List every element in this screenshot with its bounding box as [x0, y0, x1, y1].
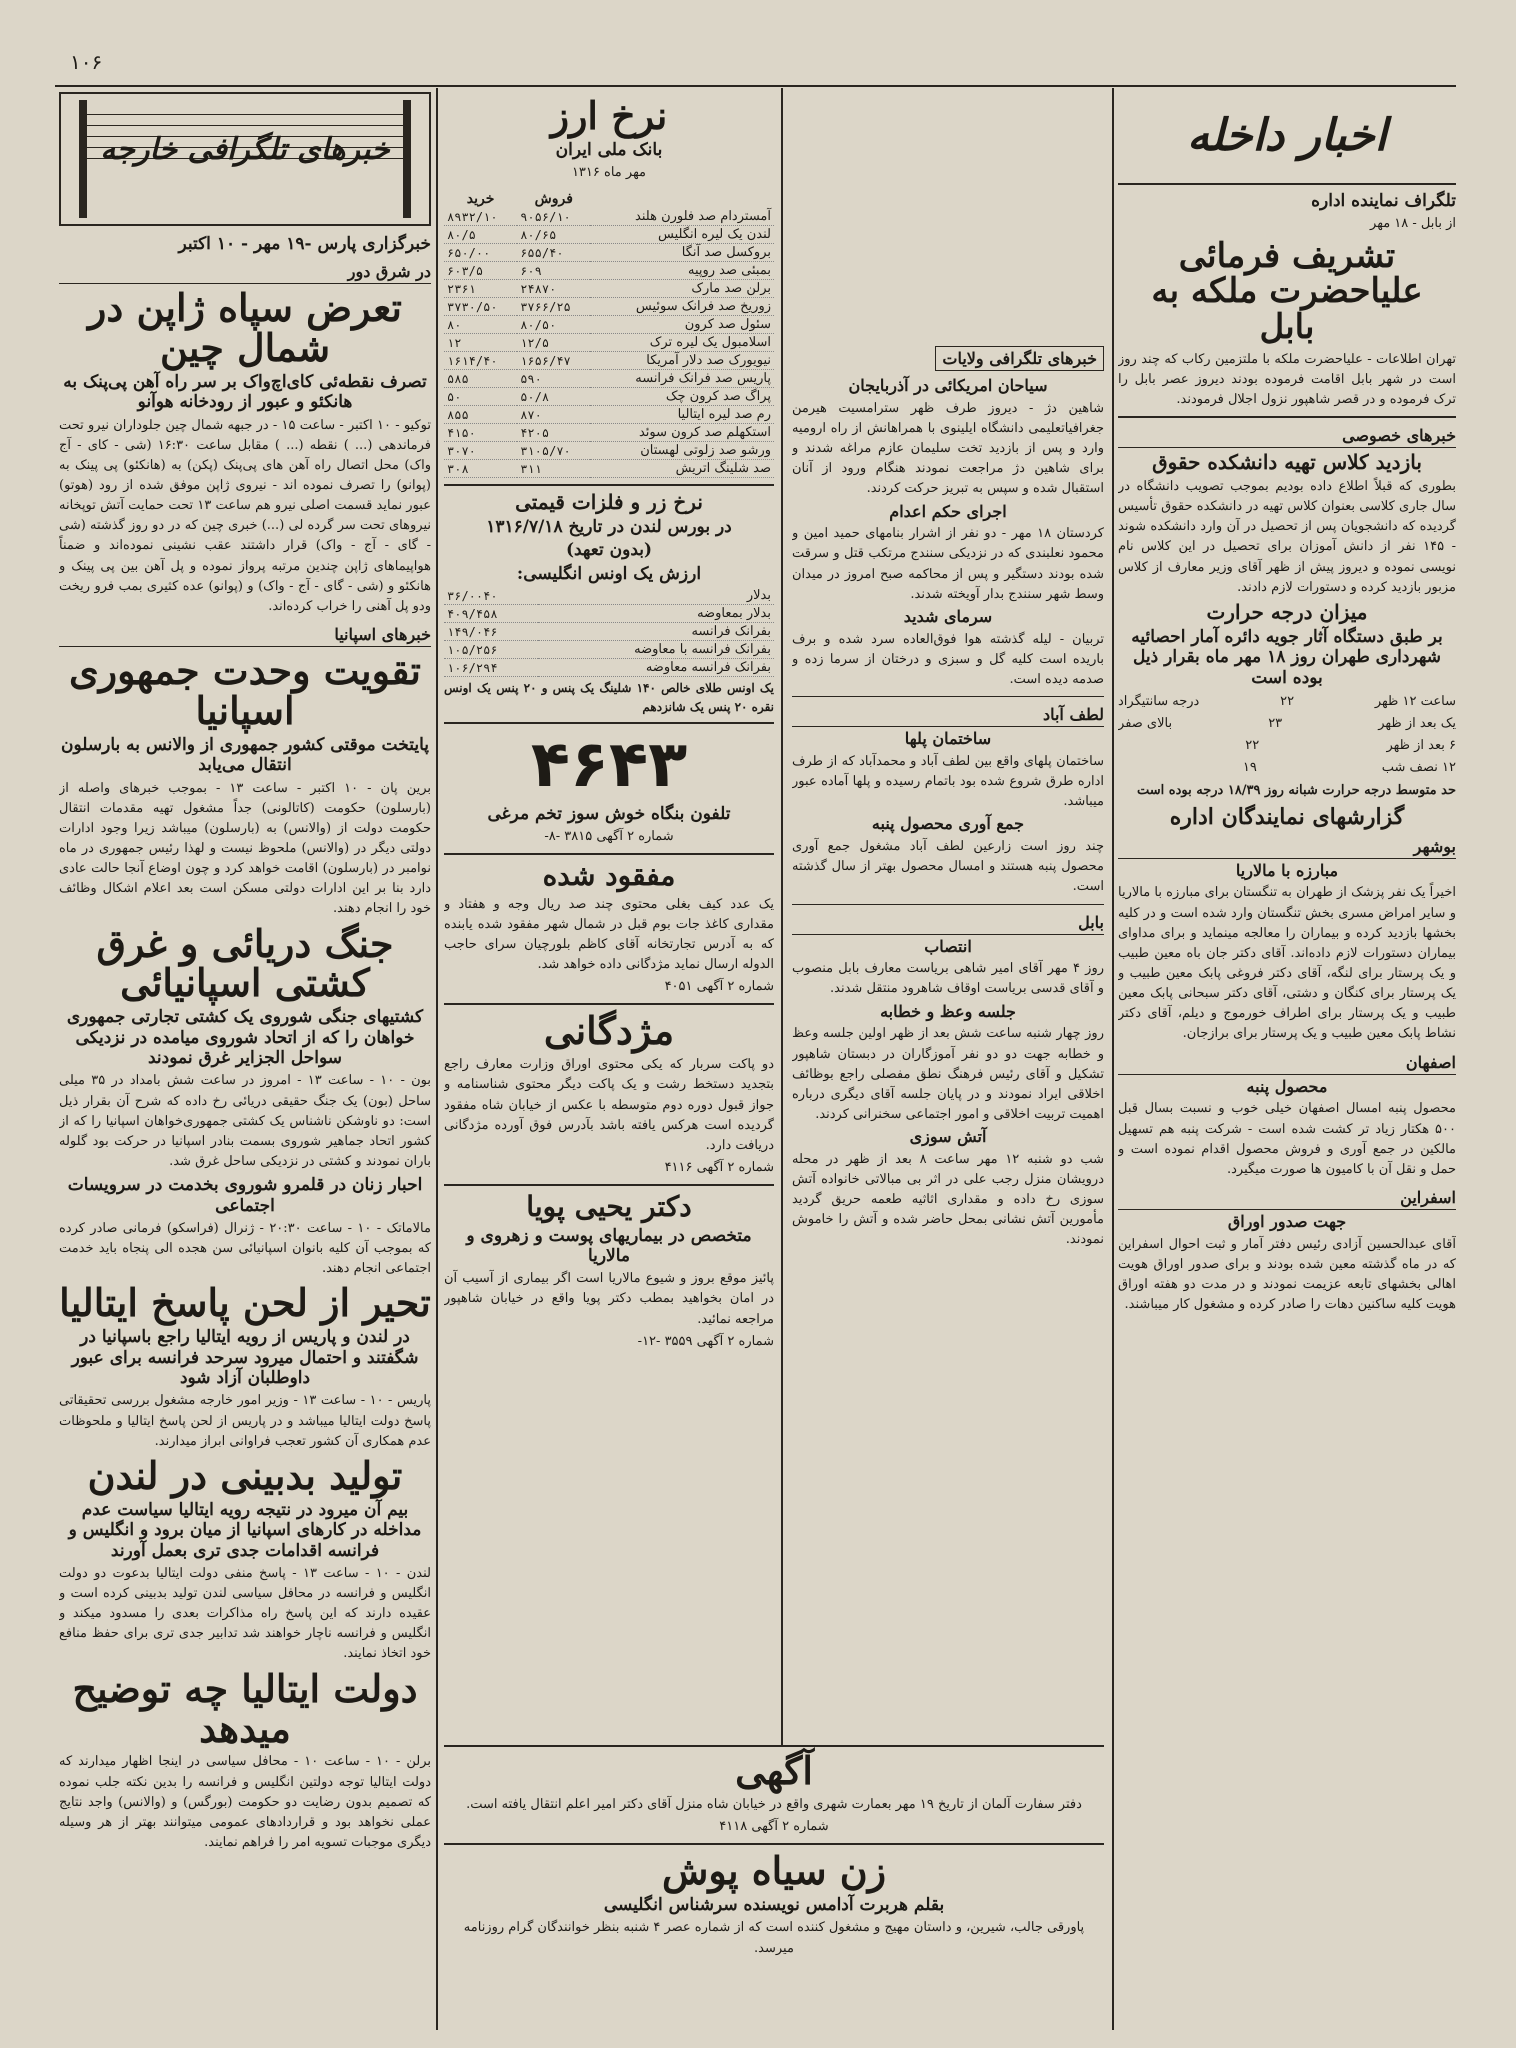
headline: جنگ دریائی و غرق کشتی اسپانیائی [96, 920, 394, 1006]
page-number: ۱۰۶ [70, 50, 103, 74]
headline: ساختمان پلها [904, 729, 992, 749]
subheadline: کشتیهای جنگی شوروی یک کشتی تجارتی جمهوری خواهان را که از اتحاد شوروی میامده در نزدیکی سواحل الجزایر غرق نمودند [66, 1007, 424, 1069]
phone-number: ۴۶۴۳ [530, 728, 688, 803]
ad-reference: شماره ۲ آگهی ۴۱۱۶ [664, 1159, 774, 1175]
section-label: لطف آباد [792, 703, 1104, 727]
notice-title: آگهی [735, 1748, 813, 1793]
gold-subtitle-2: (بدون تعهد) [565, 540, 653, 561]
section-label: اصفهان [1118, 1051, 1456, 1075]
ad-reference: شماره ۲ آگهی ۴۰۵۱ [664, 979, 774, 995]
headline: مبارزه با مالاریا [1235, 860, 1339, 880]
table-cell: لندن یک لیره انگلیس [590, 226, 774, 244]
headline: سرمای شدید [903, 606, 993, 626]
article-body: مالاماتک - ۱۰ - ساعت ۲۰:۳۰ - ژنرال (فراسکو) فرمانی صادر کرده که بموجب آن کلیه بانوان اسپانیائی سن هجده الی پنجاه باید خدمت اجتماعی انجام دهند. [59, 1220, 431, 1277]
article-body: کردستان ۱۸ مهر - دو نفر از اشرار بنامهای حمید امین و محمود نعلبندی که در نزدیکی سنندج مرتکب قتل و سرقت شده بودند دستگیر و پس از محاکمه صبح امروز در میدان وسط شهر سنندج بدار آویخته شدند. [792, 526, 1104, 602]
headline: میزان درجه حرارت [1206, 599, 1368, 624]
gold-unit: ارزش یک اونس انگلیسی: [516, 563, 702, 584]
table-cell: بفرانک فرانسه معاوضه [538, 659, 774, 677]
subheadline: بر طبق دستگاه آثار جویه دائره آمار احصائیه شهرداری طهران روز ۱۸ مهر ماه بقرار ذیل بوده است [1131, 626, 1443, 688]
lost-title: مفقود شده [542, 859, 676, 893]
headline: جهت صدور اوراق [1227, 1211, 1347, 1231]
headline: دولت ایتالیا چه توضیح میدهد [72, 1665, 418, 1751]
table-cell: پراگ صد کرون چک [590, 388, 774, 406]
subheadline: احبار زنان در قلمرو شوروی بخدمت در سرویسات اجتماعی [67, 1175, 423, 1216]
dateline: از بابل - ۱۸ مهر [1370, 216, 1456, 232]
table-cell: صد شلینگ اتریش [590, 460, 774, 478]
gold-table [444, 587, 774, 677]
article-body: محصول پنبه امسال اصفهان خیلی خوب و نسبت بسال قبل ۵۰۰ هکتار زیاد تر کشت شده است - شرکت پنبه هم تسهیل مالکین در جمع آوری و فروش محصول اقدام نموده است و حمل و نقل آن با کامیون ها صورت میگیرد. [1118, 1101, 1456, 1177]
table-cell: ۳۷۳۰/۵۰ [444, 298, 517, 316]
table-row [444, 406, 774, 424]
fx-title: نرخ ارز [550, 93, 668, 138]
article-body: بطوری که قبلاً اطلاع داده بودیم بموجب تصویب دانشگاه در سال جاری کلاسی بعنوان کلاس تهیه در دانشکده حقوق تأسیس گردیده که دانشجویان پس از تحصیل در آن وارد دانشکده شوند - ۱۴۵ نفر از دانش آموزان برای تحصیل در این کلاس نام نویسی نموده و دیروز پیش از ظهر آقای وزیر معارف از کلاس مزبور بازدید کرده و دستورات لازم دادند. [1118, 479, 1456, 595]
table-cell: ۳۰۷۰ [444, 442, 517, 460]
article-body: تهران اطلاعات - علیاحضرت ملکه با ملتزمین رکاب که چند روز است در شهر بابل اقامت فرموده بودند دیروز عصر بابل را ترک فرموده و در قصر شاهپور نزول اجلال فرمودند. [1118, 351, 1456, 407]
article-body: شاهین دژ - دیروز طرف ظهر سترامسیت هیرمن جغرافیاتعلیمی دانشگاه ایلینوی با همراهانش از راه ارومیه وارد و پس از بازدید تخت سلیمان عازم مراغه شدند و برای شاهین دژ مراجعت نمودند هنگام ورود از آنان استقبال شده و سپس به تبریز حرکت کردند. [792, 400, 1104, 497]
table-row [444, 208, 774, 226]
headline: آتش سوزی [909, 1127, 987, 1147]
fx-bank: بانک ملی ایران [555, 139, 663, 160]
ad-reference: شماره ۲ آگهی ۴۱۱۸ [719, 1819, 829, 1835]
serial-author: بقلم هربرت آدامس نویسنده سرشناس انگلیسی [603, 1895, 945, 1916]
table-cell: بدلار [538, 587, 774, 605]
table-cell: ۸۰ [444, 316, 517, 334]
phone-ad: تلفون بنگاه خوش سوز تخم مرغی [487, 803, 731, 824]
table-row [444, 388, 774, 406]
table-cell: زوریخ صد فرانک سوئیس [590, 298, 774, 316]
subheadline: بیم آن میرود در نتیجه رویه ایتالیا سیاست عدم مداخله در کارهای اسپانیا از میان برود و انگلیس و فرانسه اقدامات جدی تری بعمل آورند [68, 1499, 422, 1561]
table-cell: ۱۰۵/۲۵۶ [444, 641, 538, 659]
table-cell: ۱۶۵۶/۴۷ [517, 352, 590, 370]
table-cell: ورشو صد زلوتی لهستان [590, 442, 774, 460]
headline: تعرض سپاه ژاپن در شمال چین [88, 285, 402, 370]
temperature-table [1118, 691, 1456, 779]
table-cell: ۸۰/۵۰ [517, 316, 590, 334]
table-row [444, 623, 774, 641]
foreign-masthead-title: خبرهای تلگرافی خارجه [100, 132, 390, 167]
article-body: روز ۴ مهر آقای امیر شاهی بریاست معارف بابل منصوب و آقای قدسی بریاست اوقاف شاهرود منتقل شدند. [792, 961, 1104, 997]
top-rule [55, 85, 1456, 87]
table-row [444, 280, 774, 298]
section-label: بوشهر [1118, 835, 1456, 859]
telegraph-label: تلگراف نماینده اداره [1311, 191, 1456, 211]
article-body: چند روز است زارعین لطف آباد مشغول جمع آوری محصول پنبه هستند و امسال محصول بهتر از سال گذشته است. [792, 839, 1104, 895]
gold-subtitle: در بورس لندن در تاریخ ۱۳۱۶/۷/۱۸ [486, 517, 732, 537]
article-body: لندن - ۱۰ - ساعت ۱۳ - پاسخ منفی دولت ایتالیا بدعوت دو دولت انگلیس و فرانسه در محافل سیاسی لندن تولید بدبینی کرده است و عقیده دارند که این پاسخ راه مذاکرات بعدی را مسدود میکند و انگلیس و فرانسه ناچار خواهند شد تدابیر جدی تری برای حفظ منافع خود اتخاذ نمایند. [59, 1565, 431, 1662]
table-cell: ۸۰/۶۵ [517, 226, 590, 244]
table-cell: ۸۵۵ [444, 406, 517, 424]
table-row [444, 442, 774, 460]
table-row [444, 370, 774, 388]
table-cell: ۵۹۰ [517, 370, 590, 388]
section-label: در شرق دور [59, 260, 431, 284]
table-row [444, 460, 774, 478]
gold-note: یک اونس طلای خالص ۱۴۰ شلینگ یک پنس و ۲۰ پنس یک اونس نقره ۲۰ پنس یک شانزدهم [444, 681, 774, 714]
fx-table [444, 190, 774, 478]
headline: انتصاب [924, 936, 972, 956]
section-label: خبرهای خصوصی [1118, 424, 1456, 448]
table-cell: ۳۱۱ [517, 460, 590, 478]
table-cell: ۶۵۰/۰۰ [444, 244, 517, 262]
subheadline: تصرف نقطه‌ئی کای‌اچ‌واک بر سر راه آهن پی‌پنک به هانکئو و عبور از رودخانه هوآنو [63, 371, 427, 413]
table-cell: ۳۱۰۵/۷۰ [517, 442, 590, 460]
temperature-row: ساعت ۱۲ ظهر ۲۲ درجه سانتیگراد [1118, 694, 1456, 710]
table-cell: ۱۰۶/۲۹۴ [444, 659, 538, 677]
headline: تولید بدبینی در لندن [87, 1452, 403, 1498]
table-cell: ۴۲۰۵ [517, 424, 590, 442]
doctor-subtitle: متخصص در بیماریهای پوست و زهروی و مالاریا [466, 1225, 752, 1266]
section-label: اسفراین [1118, 1186, 1456, 1210]
table-row [444, 244, 774, 262]
table-cell: ۴۱۵۰ [444, 424, 517, 442]
headline: گزارشهای نمایندگان اداره [1169, 803, 1405, 830]
article-body: پاریس - ۱۰ - ساعت ۱۳ - وزیر امور خارجه مشغول بررسی تحقیقاتی پاسخ دولت ایتالیا میباشد و در پاریس از لحن پاسخ ایتالیا و ملحوظات عدم همکاری آن کشور تعجب فراوانی ابراز میدارند. [59, 1393, 431, 1449]
section-label: بابل [792, 911, 1104, 935]
article-body: برین پان - ۱۰ اکتبر - ساعت ۱۳ - بموجب خبرهای واصله از (بارسلون) حکومت (کاتالونی) جداً مشغول تهیه مقدمات انتقال حکومت دولت از (والانس) به (بارسلون) میباشد زیرا وجود ادارات دولتی دیگر در (والانس) ملحوظ نیست و لهذا رئیس جمهوری در ماه نوامبر در (بارسلون) اقامت خواهد کرد و چون اوضاع آنجا حالت عادی دارد بنا بر این ادارات دولتی مسکن است بعد اعلام اشکال وظائف خود را انجام دهند. [59, 780, 431, 917]
table-cell: بدلار بمعاوضه [538, 605, 774, 623]
headline: بازدید کلاس تهیه دانشکده حقوق [1152, 450, 1422, 475]
table-row [444, 334, 774, 352]
column-rule [781, 88, 783, 2030]
table-row [444, 605, 774, 623]
foreign-news-column [59, 92, 431, 2030]
table-row [444, 587, 774, 605]
headline: تقویت وحدت جمهوری اسپانیا [68, 647, 422, 733]
table-cell: آمستردام صد فلورن هلند [590, 208, 774, 226]
dateline: خبرگزاری پارس -۱۹ مهر - ۱۰ اکتبر [178, 234, 431, 254]
bottom-ads [444, 1745, 1104, 2032]
table-cell: ۳۰۸ [444, 460, 517, 478]
table-cell: رم صد لیره ایتالیا [590, 406, 774, 424]
headline: تحیر از لحن پاسخ ایتالیا [59, 1280, 431, 1326]
table-cell: برلن صد مارک [590, 280, 774, 298]
table-cell: ۶۵۵/۴۰ [517, 244, 590, 262]
ad-reference: شماره ۲ آگهی ۳۵۵۹ -۱۲- [637, 1333, 774, 1349]
table-cell: ۲۴۸۷۰ [517, 280, 590, 298]
table-cell: ۸۰/۵ [444, 226, 517, 244]
table-cell: استکهلم صد کرون سوئد [590, 424, 774, 442]
table-cell: ۶۰۳/۵ [444, 262, 517, 280]
table-cell: اسلامبول یک لیره ترک [590, 334, 774, 352]
table-cell: بفرانک فرانسه با معاوضه [538, 641, 774, 659]
table-cell: ۸۷۰ [517, 406, 590, 424]
notice-body: دفتر سفارت آلمان از تاریخ ۱۹ مهر بعمارت شهری واقع در خیابان شاه منزل آقای دکتر امیر اعلم انتقال یافته است. [466, 1796, 1082, 1812]
table-row [444, 424, 774, 442]
table-cell: ۵۸۵ [444, 370, 517, 388]
table-cell: ۶۰۹ [517, 262, 590, 280]
table-row [444, 298, 774, 316]
serial-title: زن سیاه پوش [661, 1848, 887, 1894]
headline: محصول پنبه [1246, 1076, 1328, 1096]
serial-body: پاورقی جالب، شیرین، و داستان مهیج و مشغول کننده است که از شماره عصر ۴ شنبه بنظر خوانندگان گرام روزنامه میرسد. [463, 1920, 1085, 1956]
table-cell: ۱۶۱۴/۴۰ [444, 352, 517, 370]
headline: جلسه وعظ و خطابه [880, 1001, 1016, 1021]
article-body: اخیراً یک نفر پزشک از طهران به تنگستان برای مبارزه با مالاریا و سایر امراض مسری بخش تنگستان وارد شده است و در کلیه بخشها بازدید کرده و بیماران را معالجه مینماید و برای مداوای بیماران دستورات لازم داده‌اند. آقای دکتر جان باه معین طبیب و یک پرستار برای لنگه، آقای دکتر فروغی پابک معین طبیب و یک پرستار برای کنگان و دشتی، آقای دکتر سبحانی پابک معین طبیب و یک پرستار برای اطراف خورموج و دیلم، آقای دکتر نشاط پابک معین طبیب و یک پرستار برای برازجان. [1118, 885, 1456, 1042]
table-cell: ۲۳۶۱ [444, 280, 517, 298]
article-body: روز چهار شنبه ساعت شش بعد از ظهر اولین جلسه وعظ و خطابه جهت دو دو نفر آموزگاران در دبستان شاهپور تشکیل و آقای رئیس فرهنگ نطق مفصلی راجع بوظائف اخلاقی ایراد نمودند و در پایان جلسه آقای دیگری درباره اهمیت تربیت اخلاقی و امور اجتماعی سخنرانی کردند. [792, 1026, 1104, 1122]
gold-title: نرخ زر و فلزات قیمتی [515, 490, 703, 514]
table-cell: بفرانک فرانسه [538, 623, 774, 641]
foreign-masthead [59, 92, 431, 226]
temperature-row: ۶ بعد از ظهر ۲۲ [1245, 738, 1456, 754]
table-row [444, 226, 774, 244]
temperature-note: حد متوسط درجه حرارت شبانه روز ۱۸/۳۹ درجه بوده است [1136, 783, 1456, 799]
ad-reference: شماره ۲ آگهی ۳۸۱۵ -۸- [544, 829, 674, 845]
headline: تشریف فرمائی علیاحضرت ملکه به بابل [1151, 235, 1423, 347]
table-cell: پاریس صد فرانک فرانسه [590, 370, 774, 388]
fx-header-row: فروش خرید [466, 191, 573, 207]
headline: جمع آوری محصول پنبه [871, 814, 1025, 834]
doctor-title: دکتر یحیی پویا [526, 1190, 692, 1224]
column-rule [1112, 88, 1114, 2030]
table-cell: ۹۰۵۶/۱۰ [517, 208, 590, 226]
article-body: توکیو - ۱۰ اکتبر - ساعت ۱۵ - در جبهه شمال چین جلوداران نیرو تحت فرماندهی (... ) نقطه (... ) مقابل ساعت ۱۶:۳۰ (شی - کای - آج واک) محل اتصال راه آهن های پی‌پنک (پکن) به (هانکئو) پی پینک به (پوانو) را تصرف نموده اند - نیروی ژاپن موفق شده از رود (هوتو) عبور نماید قسمت اصلی نیرو هم ساعت ۱۳ تحت حمایت آتش توپخانه نیروهای تحت سر گرده لی (...) خبری چین که در دو روز گذشته (شی - گای - آج - واک) قرار داشتند عقب نشینی نموده‌اند و ضمناً هواپیماهای ژاپن چندین مرتبه پرواز نموده و پل آهن بین پی پینک و هانکئو و (شی - گای - آج - واک) و (پوانو) عده کثیری بمب فرو ریخت ودو پل آهنی را خراب کرده‌اند. [59, 417, 431, 614]
table-cell: بروکسل صد آنگا [590, 244, 774, 262]
subheadline: پایتخت موقتی کشور جمهوری از والانس به بارسلون انتقال می‌یابد [61, 734, 429, 776]
section-label: خبرهای تلگرافی ولایات [935, 346, 1104, 371]
article-body: شب دو شنبه ۱۲ مهر ساعت ۸ بعد از ظهر در محله درویشان منزل رجب علی در اثر بی مبالاتی خانواده آتش سوزی رخ داده و مقداری اثاثیه طعمه حریق گردید مأمورین آتش نشانی بمحل حاضر شده و آتش را خاموش نمودند. [792, 1151, 1104, 1248]
domestic-news-column [1118, 92, 1456, 2030]
table-row [444, 659, 774, 677]
table-cell: ۱۴۹/۰۴۶ [444, 623, 538, 641]
table-cell: ۴۰۹/۴۵۸ [444, 605, 538, 623]
table-cell: ۵۰/۸ [517, 388, 590, 406]
table-cell: ۱۲ [444, 334, 517, 352]
reward-title: مژدگانی [543, 1008, 675, 1054]
doctor-body: پائیز موقع بروز و شیوع مالاریا است اگر بیماری از آسیب آن در امان بخواهید بمطب دکتر پویا واقع در خیابان شاهپور مراجعه نمائید. [444, 1271, 774, 1327]
table-cell: سئول صد کرون [590, 316, 774, 334]
table-cell: ۳۶/۰۰۴۰ [444, 587, 538, 605]
column-rule [436, 88, 438, 2030]
article-body: آقای عبدالحسین آزادی رئیس دفتر آمار و ثبت احوال اسفراین که در ماه گذشته معین شده بودند و برای صدور اوراق هویت اهالی بخشهای تابعه عزیمت نمودند و در مدت دو هفته اوراق هویت کلیه ساکنین دهات را صادر کرده و مشغول کار میباشند. [1118, 1236, 1456, 1313]
reward-body: دو پاکت سربار که یکی محتوی اوراق وزارت معارف راجع بتجدید دستخط رشت و یک پاکت دیگر محتوی شناسنامه و جواز قبول دوره دوم متوسطه با عکس از خیابان شاه مفقود گردیده است هرکس یافته باشد بآدرس فوق آورده مژدگانی دریافت دارد. [444, 1057, 774, 1153]
domestic-masthead: اخبار داخله [1187, 110, 1387, 161]
temperature-row: یک بعد از ظهر ۲۳ بالای صفر [1118, 716, 1456, 732]
table-cell: بمبئی صد روپیه [590, 262, 774, 280]
lost-body: یک عدد کیف بغلی محتوی چند صد ریال وجه و هفتاد و مقداری کاغذ جات بوم قبل در شمال شهر مفقود شده یابنده که به آدرس تجارتخانه آقای کاظم بلورچیان سرای حاجب الدوله ارسال نماید مژدگانی داده خواهد شد. [444, 896, 774, 973]
section-label: خبرهای اسپانیا [59, 623, 431, 647]
headline: اجرای حکم اعدام [889, 501, 1007, 521]
headline: سیاحان امریکائی در آذربایجان [848, 376, 1048, 395]
table-row [444, 316, 774, 334]
article-body: برلن - ۱۰ - ساعت ۱۰ - محافل سیاسی در اینجا اظهار میدارند که دولت ایتالیا توجه دولتین انگلیس و فرانسه را بدین نکته جلب نموده که تصمیم بدون رضایت دو حکومت (بورگس) و (والانس) واجد نتایج عملی نخواهد بود و قراردادهای عمومی میتوانند بهتر از هر وسیله دیگری موجبات تسویه امر را فراهم نمایند. [59, 1754, 431, 1850]
table-cell: ۸۹۳۲/۱۰ [444, 208, 517, 226]
fx-date: مهر ماه ۱۳۱۶ [571, 165, 647, 181]
table-row [444, 262, 774, 280]
table-cell: نیویورک صد دلار آمریکا [590, 352, 774, 370]
article-body: تربیان - لیله گذشته هوا فوق‌العاده سرد شده و برف باریده است کلیه گل و سبزی و درختان از سرما زده و صدمه دیده است. [792, 631, 1104, 687]
table-cell: ۳۷۶۶/۲۵ [517, 298, 590, 316]
article-body: ساختمان پلهای واقع بین لطف آباد و محمدآباد که از طرف اداره طرق شروع شده بود باتمام رسیده و پلها آماده عبور میباشد. [792, 753, 1104, 810]
table-cell: ۵۰ [444, 388, 517, 406]
temperature-row: ۱۲ نصف شب ۱۹ [1242, 760, 1456, 776]
table-row [444, 352, 774, 370]
subheadline: در لندن و پاریس از رویه ایتالیا راجع باسپانیا در شگفتند و احتمال میرود سرحد فرانسه برای عبور داوطلبان آزاد شود [71, 1327, 419, 1389]
table-cell: ۱۲/۵ [517, 334, 590, 352]
table-row [444, 641, 774, 659]
article-body: بون - ۱۰ - ساعت ۱۳ - امروز در ساعت شش بامداد در ۳۵ میلی ساحل (بون) یک جنگ حقیقی دریائی رخ داده که شرح آن بقرار ذیل است: دو ناوشکن ناشناس یک کشتی جمهوری‌خواهان اسپانیا را که از کشور اتحاد جماهیر شوروی بسمت بنادر اسپانیا در حرکت بود گلوله باران نمودند و کشتی در نزدیکی ساحل غرق شد. [59, 1073, 431, 1170]
